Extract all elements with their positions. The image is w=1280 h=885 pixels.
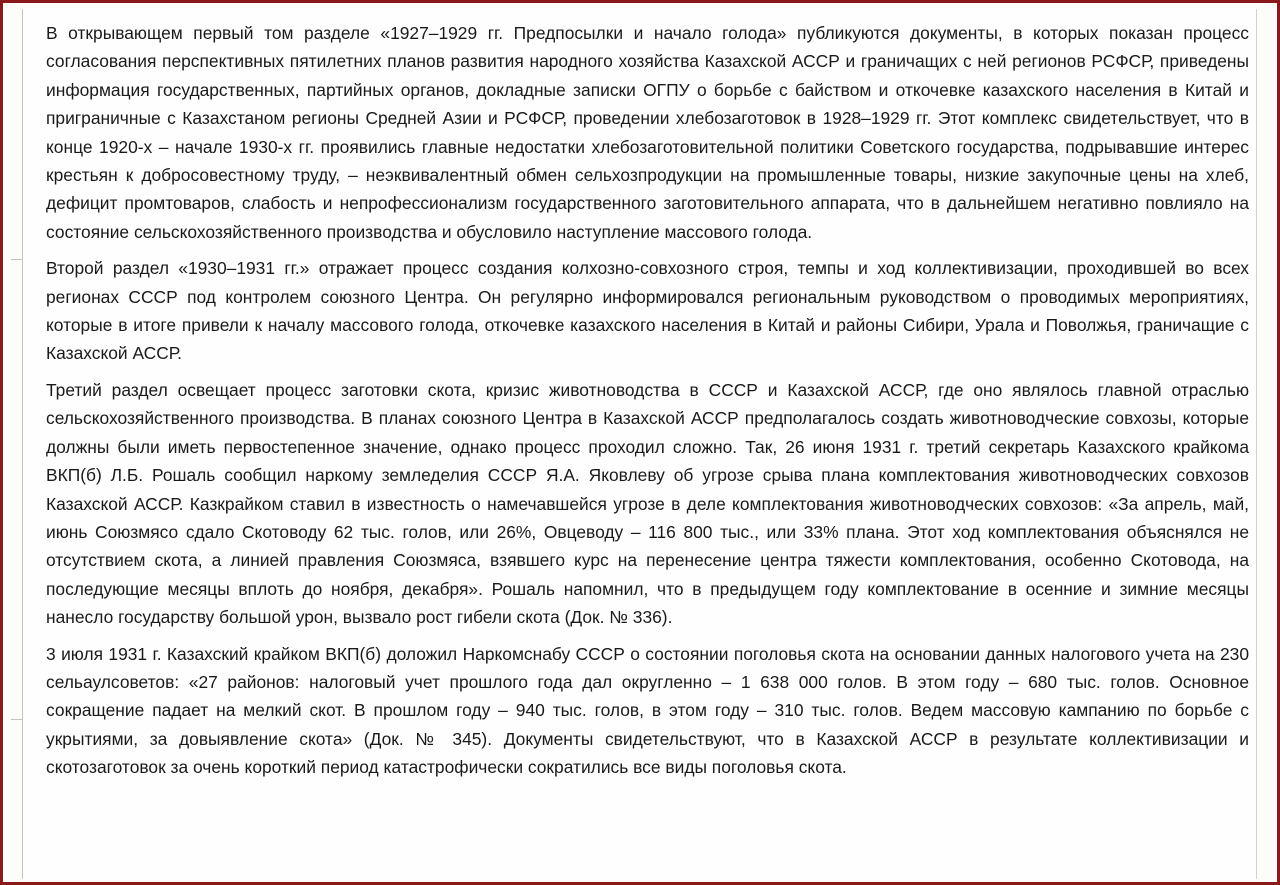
margin-tick <box>11 719 22 720</box>
document-page <box>22 9 1257 879</box>
margin-tick <box>11 259 22 260</box>
document-body <box>46 19 1249 790</box>
paragraph-4: 3 июля 1931 г. Казахский крайком ВКП(б) доложил Наркомснабу СССР о состоянии поголовья скота на основании данных налогового учета на 230 сельаулсоветов: «27 районов: налоговый учет прошлого года дал округленно – 1 638 000 голов. В этом году – 680 тыс. голов. Основное сокращение падает на мелкий скот. В прошлом году – 940 тыс. голов, в этом году – 310 тыс. голов. Ведем массовую кампанию по борьбе с укрытиями, за довыявление скота» (Док. № 345). Документы свидетельствуют, что в Казахской АССР в результате коллективизации и скотозаготовок за очень короткий период катастрофически сократились все виды поголовья скота. <box>46 643 1249 778</box>
paragraph-2: Второй раздел «1930–1931 гг.» отражает процесс создания колхозно-совхозного строя, темпы и ход коллективизации, проходившей во всех регионах СССР под контролем союзного Центра. Он регулярно информировался региональным руководством о проводимых мероприятиях, которые в итоге привели к началу массового голода, откочевке казахского населения в Китай и районы Сибири, Урала и Поволжья, граничащие с Казахской АССР. <box>46 258 1249 364</box>
paragraph-3: Третий раздел освещает процесс заготовки скота, кризис животноводства в СССР и Казахской АССР, где оно являлось главной отраслью сельскохозяйственного производства. В планах союзного Центра в Казахской АССР предполагалось создать животноводческие совхозы, которые должны были иметь первостепенное значение, однако процесс проходил сложно. Так, 26 июня 1931 г. третий секретарь Казахского крайкома ВКП(б) Л.Б. Рошаль сообщил наркому земледелия СССР Я.А. Яковлеву об угрозе срыва плана комплектования животноводческих совхозов Казахской АССР. Казкрайком ставил в известность о намечавшейся угрозе в деле комплектования животноводческих совхозов: «За апрель, май, июнь Союзмясо сдало Скотоводу 62 тыс. голов, или 26%, Овцеводу – 116 800 тыс., или 33% плана. Этот ход комплектования объяснялся не отсутствием скота, а линией правления Союзмяса, взявшего курс на перенесение центра тяжести комплектования, особенно Скотовода, на последующие месяцы вплоть до ноября, декабря». Рошаль напомнил, что в предыдущем году комплектование в осенние и зимние месяцы нанесло государству большой урон, вызвало рост гибели скота (Док. № 336). <box>46 379 1249 628</box>
paragraph-1: В открывающем первый том разделе «1927–1929 гг. Предпосылки и начало голода» публикуются документы, в которых показан процесс согласования перспективных пятилетних планов развития народного хозяйства Казахской АССР и граничащих с ней регионов РСФСР, приведены информация государственных, партийных органов, докладные записки ОГПУ о борьбе с байством и откочевке казахского населения в Китай и приграничные с Казахстаном регионы Средней Азии и РСФСР, проведении хлебозаготовок в 1928–1929 гг. Этот комплекс свидетельствует, что в конце 1920-х – начале 1930-х гг. проявились главные недостатки хлебозаготовительной политики Советского государства, подрывавшие интерес крестьян к добросовестному труду, – неэквивалентный обмен сельхозпродукции на промышленные товары, низкие закупочные цены на хлеб, дефицит промтоваров, слабость и непрофессионализм государственного заготовительного аппарата, что в дальнейшем негативно повлияло на состояние сельскохозяйственного производства и обусловило наступление массового голода. <box>46 23 1249 242</box>
